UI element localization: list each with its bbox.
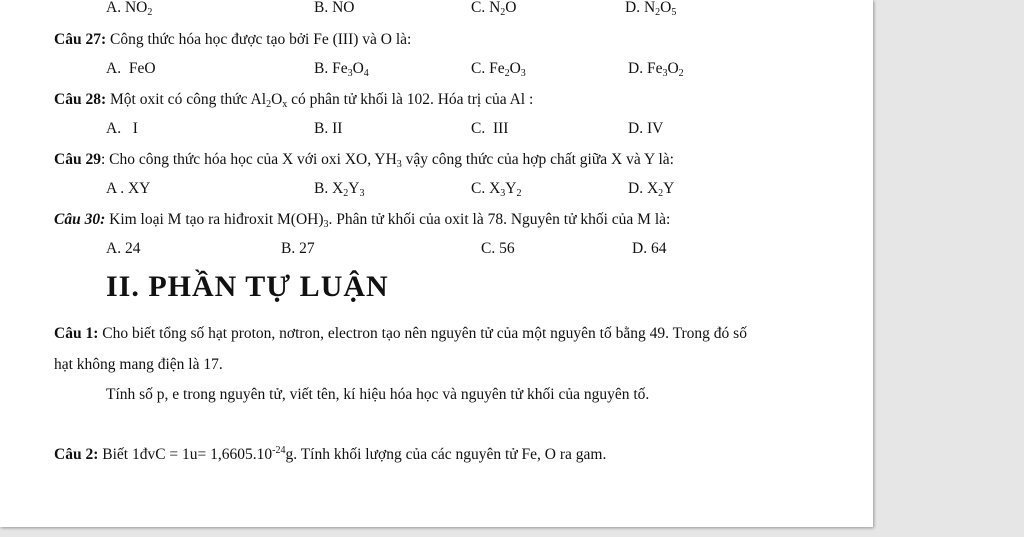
essay-q2: Câu 2: Biết 1đvC = $1u= 1,6605.10^{-24}g$. Tính khối lượng của các nguyên tử Fe, O ra gam. [54,445,607,463]
q29-option-c: C. $X_3Y_2$ [471,180,522,199]
q28-option-b: B. II [314,120,343,137]
q28-stem: Câu 28: Một oxit có công thức $Al_2O_x$ có phân tử khối là 102. Hóa trị của Al : [54,91,534,110]
q27-option-a: A. FeO [106,60,156,77]
q27-label: Câu 27: [54,31,107,48]
essay-q1-label: Câu 1: [54,325,99,342]
q30-label: Câu 30: [54,211,106,228]
q30-option-d: D. 64 [632,240,667,257]
q29-label: Câu 29 [54,151,101,168]
q26-option-d: D. $N_2O_5$ [625,0,677,18]
q28-option-d: D. IV [628,120,664,137]
essay-q1-line1: Câu 1: Cho biết tổng số hạt proton, nơtron, electron tạo nên nguyên tử của một nguyên tố bằng 49. Trong đó số [54,325,747,342]
q28-option-c: C. III [471,120,509,137]
section-heading: II. PHẦN TỰ LUẬN [106,270,389,303]
q30-option-b: B. 27 [281,240,315,257]
q30-option-c: C. 56 [481,240,515,257]
q27-option-c: C. $Fe_2O_3$ [471,60,526,79]
q26-option-c: C. $N_2O$ [471,0,517,18]
q28-label: Câu 28: [54,91,107,108]
q29-stem: Câu 29: Cho công thức hóa học của X với oxi XO, $YH_3$ vậy công thức của hợp chất giữa X và Y là: [54,151,674,170]
q27-option-b: B. $Fe_3O_4$ [314,60,369,79]
q29-option-b: B. $X_2Y_3$ [314,180,365,199]
q30-option-a: A. 24 [106,240,141,257]
q26-option-b: B. NO [314,0,355,16]
q29-option-d: D. $X_2Y$ [628,180,675,199]
q30-stem: Câu 30: Kim loại M tạo ra hiđroxit $M(OH)_3$. Phân tử khối của oxit là 78. Nguyên tử khối của M là: [54,211,671,230]
q26-option-a: A. $NO_2$ [106,0,153,18]
essay-q1-line3: Tính số p, e trong nguyên tử, viết tên, kí hiệu hóa học và nguyên tử khối của nguyên tố. [106,386,650,403]
q27-option-d: D. $Fe_3O_2$ [628,60,684,79]
q27-stem: Câu 27: Công thức hóa học được tạo bởi Fe (III) và O là: [54,31,412,48]
essay-q1-line2: hạt không mang điện là 17. [54,356,223,373]
essay-q2-label: Câu 2: [54,446,99,463]
q29-option-a: A . XY [106,180,151,197]
q28-option-a: A. I [106,120,138,137]
